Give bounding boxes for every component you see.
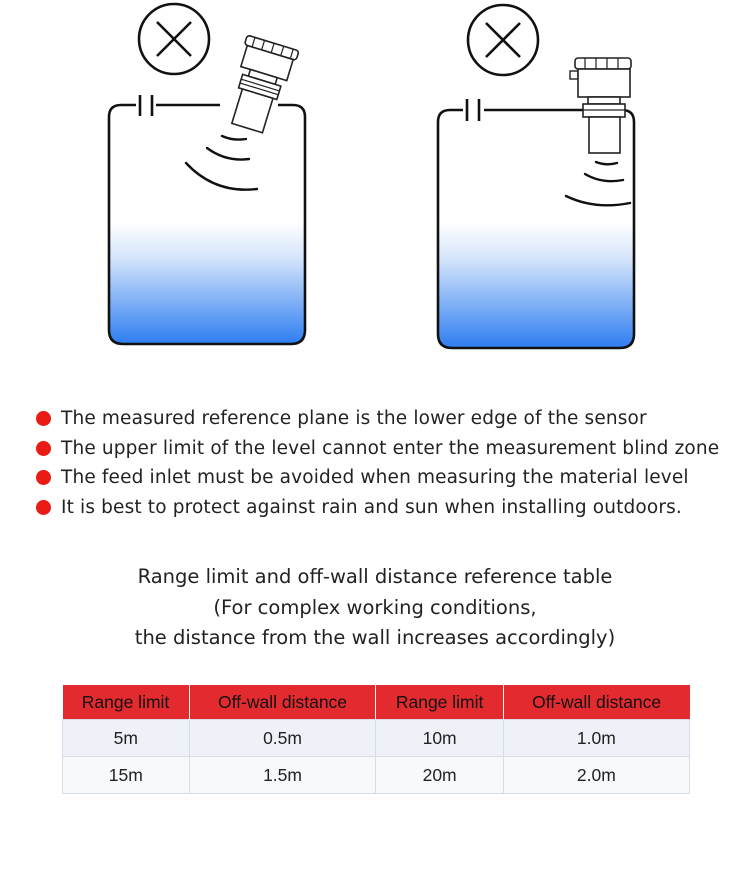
red-dot-icon — [36, 470, 51, 485]
header-off-wall-distance: Off-wall distance — [189, 685, 376, 720]
table-cell: 1.5m — [189, 757, 376, 794]
list-item — [36, 434, 750, 464]
note-text: It is best to protect against rain and sun when installing outdoors. — [61, 496, 682, 518]
caption-line: the distance from the wall increases accordingly) — [134, 626, 616, 649]
table-row — [63, 720, 690, 757]
installation-notes — [36, 404, 750, 522]
list-item — [36, 404, 750, 434]
caption-line: (For complex working conditions, — [213, 595, 537, 619]
red-dot-icon — [36, 441, 51, 456]
table-cell: 1.0m — [503, 720, 689, 757]
tank-left — [109, 105, 305, 344]
ultrasonic-sensor-icon — [221, 35, 299, 136]
list-item — [36, 463, 750, 493]
table-cell: 5m — [63, 720, 190, 757]
wrong-close-to-wall-diagram — [430, 0, 650, 360]
wrong-tilted-sensor-diagram — [100, 0, 320, 360]
feed-inlet-icon — [467, 99, 479, 121]
cross-mark-icon — [139, 4, 209, 74]
sound-wave-icon — [566, 162, 630, 205]
reference-table — [62, 685, 690, 794]
table-cell: 15m — [63, 757, 190, 794]
table-cell: 10m — [376, 720, 503, 757]
feed-inlet-icon — [140, 95, 152, 116]
table-header-row — [63, 685, 690, 720]
header-range-limit: Range limit — [376, 685, 503, 720]
red-dot-icon — [36, 411, 51, 426]
note-text: The upper limit of the level cannot enter the measurement blind zone — [61, 437, 720, 459]
note-text: The measured reference plane is the lower edge of the sensor — [61, 408, 647, 430]
table-cell: 0.5m — [189, 720, 376, 757]
caption-line: Range limit and off-wall distance reference table — [137, 565, 613, 588]
header-range-limit: Range limit — [63, 685, 190, 720]
table-cell: 20m — [376, 757, 503, 794]
red-dot-icon — [36, 500, 51, 515]
cross-mark-icon — [468, 5, 538, 75]
header-off-wall-distance: Off-wall distance — [503, 685, 689, 720]
list-item — [36, 493, 750, 523]
table-caption — [0, 562, 750, 654]
sound-wave-icon — [186, 136, 257, 190]
ultrasonic-sensor-icon — [570, 58, 631, 153]
table-row — [63, 757, 690, 794]
note-text: The feed inlet must be avoided when measuring the material level — [61, 467, 689, 489]
table-cell: 2.0m — [503, 757, 689, 794]
